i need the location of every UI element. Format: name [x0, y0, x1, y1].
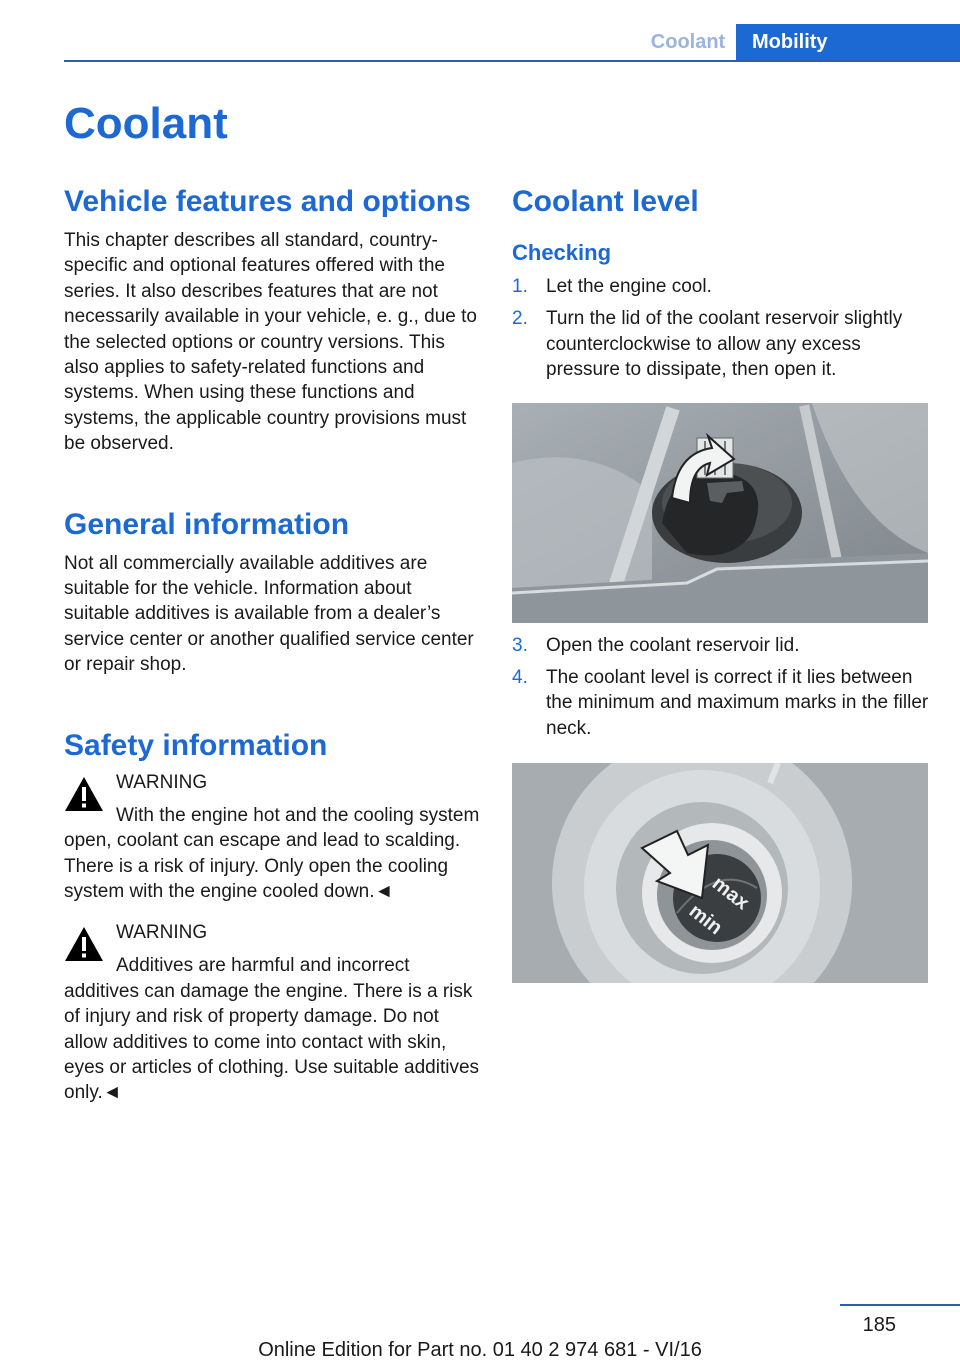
list-item [512, 633, 930, 658]
left-column [64, 182, 482, 1106]
heading-checking: Checking [512, 240, 612, 265]
list-item [512, 274, 930, 299]
footer-edition: Online Edition for Part no. 01 40 2 974 681 - VI/16 [258, 1339, 702, 1361]
step-text: Let the engine cool. [546, 276, 712, 297]
filler-neck-photo [512, 763, 928, 983]
step-text: The coolant level is correct if it lies between the minimum and maximum marks in the filler neck. [546, 667, 929, 739]
right-column [512, 182, 930, 983]
chapter-title: Coolant [64, 99, 228, 148]
vehicle-features-text: This chapter describes all standard, country-specific and optional features offered with the series. It also describes features that are not necessarily available in your vehicle, e. g., due to the selected options or country versions. This also applies to safety-related functions and systems. When using these functions and systems, the applicable country provisions must be observed. [64, 230, 477, 455]
section-general-information [64, 505, 482, 678]
heading-general-information: General information [64, 507, 350, 541]
warning-text: Additives are harmful and incorrect additives can damage the engine. There is a risk of injury and risk of property damage. Do not allow additives to come into contact with skin, eyes or articles of clothing. Use suitable additives only.◄ [64, 955, 480, 1104]
step-number: 1. [512, 276, 528, 297]
step-text: Turn the lid of the coolant reservoir slightly counterclockwise to allow any excess pressure to dissipate, then open it. [546, 308, 903, 381]
steps-list-2 [512, 633, 930, 742]
list-item [512, 665, 930, 741]
max-mark-label: max [707, 872, 754, 915]
steps-list-1 [512, 274, 930, 383]
header-tab-coolant: Coolant [650, 31, 726, 53]
coolant-reservoir-photo [512, 403, 928, 623]
warning-text: With the engine hot and the cooling system open, coolant can escape and lead to scalding. There is a risk of injury. Only open the cooling system with the engine cooled down.◄ [64, 804, 480, 902]
heading-vehicle-features: Vehicle features and options [64, 185, 471, 218]
warning-block-1 [64, 770, 482, 905]
warning-label: WARNING [116, 922, 208, 944]
step-number: 4. [512, 667, 528, 689]
header-tab-mobility: Mobility [736, 24, 960, 61]
step-number: 3. [512, 634, 528, 656]
step-number: 2. [512, 308, 528, 330]
heading-safety-information: Safety information [64, 728, 328, 762]
header-rule [64, 60, 960, 62]
page-number: 185 [862, 1314, 896, 1336]
footer-rule [840, 1304, 960, 1306]
warning-triangle-icon [64, 776, 104, 812]
general-information-text: Not all commercially available additives are suitable for the vehicle. Information about suitable additives is available from a dealer’s service center or another qualified service center or repair shop. [64, 552, 474, 676]
step-text: Open the coolant reservoir lid. [546, 634, 800, 656]
min-mark-label: min [684, 900, 727, 940]
warning-block-2 [64, 920, 482, 1105]
list-item [512, 306, 930, 382]
warning-triangle-icon [64, 926, 104, 962]
section-safety-information [64, 726, 482, 1106]
heading-coolant-level: Coolant level [512, 185, 699, 218]
section-vehicle-features [64, 182, 482, 457]
warning-label: WARNING [116, 771, 208, 793]
